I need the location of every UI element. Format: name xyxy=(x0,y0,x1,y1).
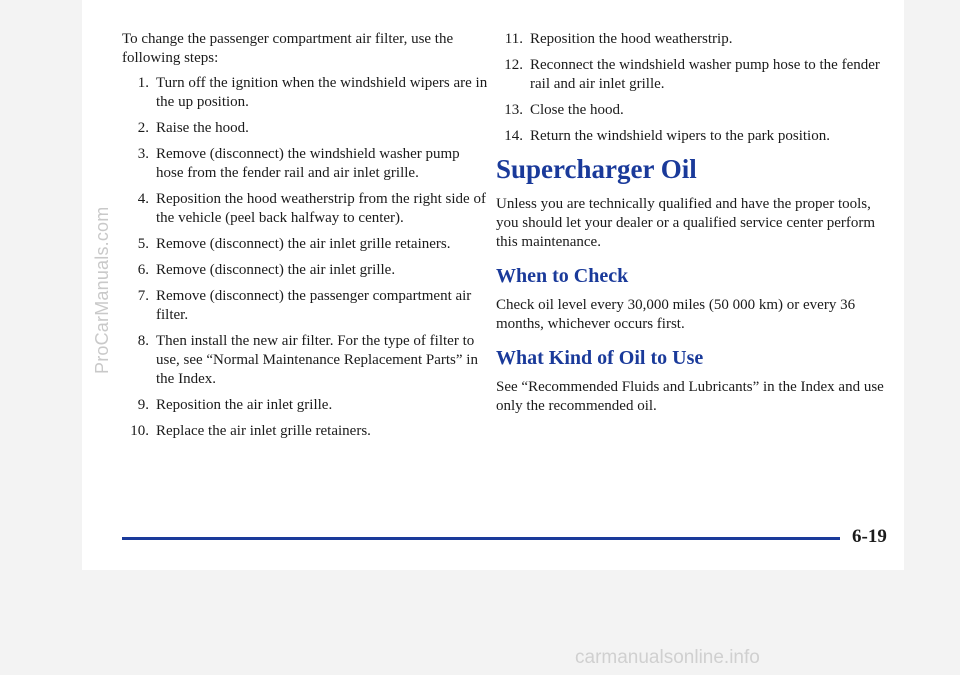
steps-list-left xyxy=(122,74,490,441)
step-text: Reconnect the windshield washer pump hose to the fender rail and air inlet grille. xyxy=(530,57,880,92)
step-number: 9. xyxy=(137,397,149,413)
step-number: 5. xyxy=(137,236,149,252)
list-item xyxy=(122,332,490,389)
list-item xyxy=(122,287,490,325)
list-item xyxy=(122,74,490,112)
list-item xyxy=(122,422,490,441)
list-item xyxy=(122,261,490,280)
side-watermark: ProCarManuals.com xyxy=(92,206,112,374)
step-text: Remove (disconnect) the air inlet grille. xyxy=(156,262,396,278)
step-number: 11. xyxy=(504,31,523,47)
footer-watermark: carmanualsonline.info xyxy=(575,647,760,668)
step-number: 12. xyxy=(504,57,523,73)
oil-type-body: See “Recommended Fluids and Lubricants” in the Index and use only the recommended oil. xyxy=(496,379,884,414)
step-text: Then install the new air filter. For the type of filter to use, see “Normal Maintenance Replacement Parts” in the Index. xyxy=(156,333,478,387)
list-item xyxy=(122,396,490,415)
list-item xyxy=(122,119,490,138)
list-item xyxy=(122,190,490,228)
step-text: Reposition the air inlet grille. xyxy=(156,397,333,413)
intro-paragraph: To change the passenger compartment air filter, use the following steps: xyxy=(122,31,454,66)
list-item xyxy=(496,30,896,49)
step-text: Reposition the hood weatherstrip from the right side of the vehicle (peel back halfway to center). xyxy=(156,191,486,226)
steps-list-right xyxy=(496,30,896,146)
list-item xyxy=(122,235,490,254)
list-item xyxy=(496,127,896,146)
step-number: 7. xyxy=(137,288,149,304)
step-number: 14. xyxy=(504,128,523,144)
list-item xyxy=(122,145,490,183)
step-text: Remove (disconnect) the air inlet grille retainers. xyxy=(156,236,451,252)
section-heading: Supercharger Oil xyxy=(496,154,697,184)
step-number: 1. xyxy=(137,75,149,91)
step-text: Reposition the hood weatherstrip. xyxy=(530,31,733,47)
step-number: 3. xyxy=(137,146,149,162)
page-number: 6-19 xyxy=(852,526,887,547)
left-column xyxy=(122,30,490,448)
step-number: 8. xyxy=(137,333,149,349)
step-text: Replace the air inlet grille retainers. xyxy=(156,423,371,439)
step-text: Raise the hood. xyxy=(156,120,249,136)
step-number: 2. xyxy=(137,120,149,136)
step-text: Turn off the ignition when the windshield wipers are in the up position. xyxy=(156,75,488,110)
step-number: 4. xyxy=(137,191,149,207)
when-to-check-body: Check oil level every 30,000 miles (50 000 km) or every 36 months, whichever occurs first. xyxy=(496,297,856,332)
step-text: Remove (disconnect) the windshield washer pump hose from the fender rail and air inlet grille. xyxy=(156,146,460,181)
subheading-when-to-check: When to Check xyxy=(496,265,629,287)
step-number: 13. xyxy=(504,102,523,118)
footer-rule xyxy=(122,537,840,540)
right-column xyxy=(496,30,896,420)
subheading-oil-type: What Kind of Oil to Use xyxy=(496,347,704,369)
step-number: 6. xyxy=(137,262,149,278)
list-item xyxy=(496,56,896,94)
list-item xyxy=(496,101,896,120)
step-number: 10. xyxy=(130,423,149,439)
section-body: Unless you are technically qualified and have the proper tools, you should let your dealer or a qualified service center perform this maintenance. xyxy=(496,196,876,250)
step-text: Remove (disconnect) the passenger compartment air filter. xyxy=(156,288,472,323)
step-text: Close the hood. xyxy=(530,102,624,118)
step-text: Return the windshield wipers to the park position. xyxy=(530,128,830,144)
